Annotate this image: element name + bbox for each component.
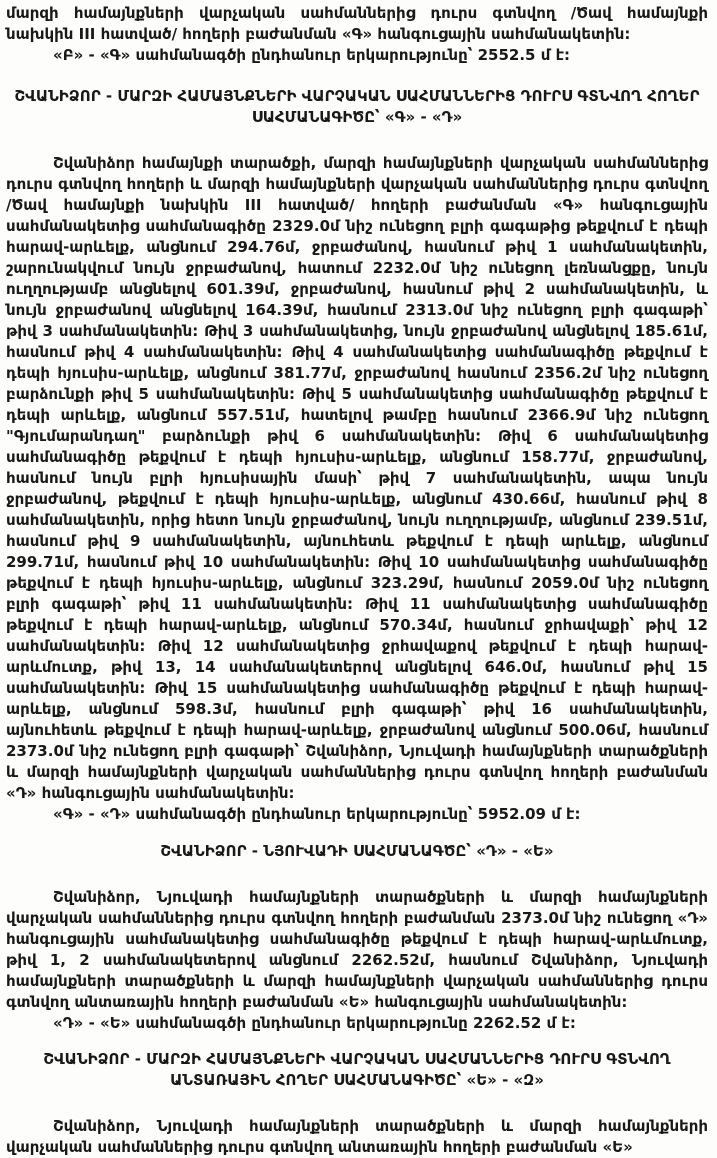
section-3-body: Շվանիձոր, Նյուվադի համայնքների տարածքների և մարզի համայնքների վարչական սահմաններից դուրս գտնվող անտառային հողերի բաժանման «Ե»: [6, 1117, 708, 1156]
section-3-heading: ՇՎԱՆԻՁՈՐ - ՄԱՐԶԻ ՀԱՄԱՅՆՔՆԵՐԻ ՎԱՐՉԱԿԱՆ ՍԱՀՄԱՆՆԵՐԻՑ ԴՈՒՐՍ ԳՏՆՎՈՂ ԱՆՏԱՌԱՅԻՆ ՀՈՂԵՐ ՍԱՀՄԱՆԱԳԻԾԸ՝ «Ե» - «Զ»: [43, 1050, 671, 1089]
section-1-heading: ՇՎԱՆԻՁՈՐ - ՄԱՐԶԻ ՀԱՄԱՅՆՔՆԵՐԻ ՎԱՐՉԱԿԱՆ ՍԱՀՄԱՆՆԵՐԻՑ ԴՈՒՐՍ ԳՏՆՎՈՂ ՀՈՂԵՐ ՍԱՀՄԱՆԱԳԻԾԸ՝ «Գ» - «Դ»: [14, 87, 700, 126]
intro-length-line: «Բ» - «Գ» սահմանագծի ընդհանուր երկարությունը՝ 2552.5 մ է:: [53, 46, 571, 64]
section-1-body: Շվանիձոր համայնքի տարածքի, մարզի համայնքների վարչական սահմաններից դուրս գտնվող հողերի և մարզի համայնքների վարչական սահմաններից դուրս գտնվող /Ծավ համայնքի նախկին III հատված/ հողերի բաժանման «Գ» հանգուցային սահմանակետից սահմանագիծը 2329.0մ նիշ ունեցող բլրի գագաթից թեքվում է դեպի հարավ-արևելք, անցնում 294.76մ, ջրբաժանով, հասնում թիվ 1 սահմանակետին, շարունակվում նույն ջրբաժանով, հատում 2232.0մ նիշ ունեցող լեռնանցքը, նույն ուղղությամբ անցնելով 601.39մ, ջրբաժանով, հասնում թիվ 2 սահմանակետին, և նույն ջրբաժանով անցնելով 164.39մ, հասնում 2313.0մ նիշ ունեցող բլրի գագաթի՝ թիվ 3 սահմանակետին: Թիվ 3 սահմանակետից, նույն ջրբաժանով անցնելով 185.61մ, հասնում թիվ 4 սահմանակետին: Թիվ 4 սահմանակետից սահմանագիծը թեքվում է դեպի հյուսիս-արևելք, անցնում 381.77մ, ջրբաժանով հասնում 2356.2մ նիշ ունեցող բարձունքի թիվ 5 սահմանակետին: Թիվ 5 սահմանակետից սահմանագիծը թեքվում է դեպի արևելք, անցնում 557.51մ, հատելով թամբը հասնում 2366.9մ նիշ ունեցող "Գյումարանդաղ" բարձունքի թիվ 6 սահմանակետին: Թիվ 6 սահմանակետից սահմանագիծը թեքվում է դեպի հյուսիս-արևելք, անցնում 158.77մ, ջրբաժանով, հասնում նույն բլրի հյուսիսային մասի՝ թիվ 7 սահմանակետին, ապա նույն ջրբաժանով, թեքվում է դեպի հյուսիս-արևելք, անցնում 430.66մ, հասնում թիվ 8 սահմանակետին, որից հետո նույն ջրբաժանով, նույն ուղղությամբ, անցնում 239.51մ, հասնում թիվ 9 սահմանակետին, այնուհետև թեքվում է դեպի արևելք, անցնում 299.71մ, հասնում թիվ 10 սահմանակետին: Թիվ 10 սահմանակետից սահմանագիծը թեքվում է դեպի հյուսիս-արևելք, անցնում 323.29մ, հասնում 2059.0մ նիշ ունեցող բլրի գագաթի՝ թիվ 11 սահմանակետին: Թիվ 11 սահմանակետից սահմանագիծը թեքվում է դեպի հարավ-արևելք, անցնում 570.34մ, հասնում ջրհավաքի՝ թիվ 12 սահմանակետին: Թիվ 12 սահմանակետից ջրհավաքով թեքվում է դեպի հարավ-արևմուտք, թիվ 13, 14 սահմանակետերով անցնելով 646.0մ, հասնում թիվ 15 սահմանակետին: Թիվ 15 սահմանակետից սահմանագիծը թեքվում է դեպի հարավ-արևելք, անցնում 598.3մ, հասնում բլրի գագաթի՝ թիվ 16 սահմանակետին, այնուհետև թեքվում է դեպի հարավ-արևելք, ջրբաժանով անցնում 500.06մ, հասնում 2373.0մ նիշ ունեցող բլրի գագաթի՝ Շվանիձոր, Նյուվադի համայնքների տարածքների և մարզի համայնքների վարչական սահմաններից դուրս գտնվող հողերի բաժանման «Դ» հանգուցային սահմանակետին:: [6, 154, 708, 802]
section-2-heading: ՇՎԱՆԻՁՈՐ - ՆՅՈՒՎԱԴԻ ՍԱՀՄԱՆԱԳԾԸ՝ «Դ» - «Ե»: [160, 842, 554, 860]
section-2-length-line: «Դ» - «Ե» սահմանագծի ընդհանուր երկարությունը 2262.52 մ է:: [53, 1014, 576, 1032]
section-1-length-line: «Գ» - «Դ» սահմանագծի ընդհանուր երկարությունը՝ 5952.09 մ է:: [53, 805, 581, 823]
section-2-body: Շվանիձոր, Նյուվադի համայնքների տարածքների և մարզի համայնքների վարչական սահմաններից դուրս գտնվող հողերի բաժանման 2373.0մ նիշ ունեցող «Դ» հանգուցային սահմանակետից սահմանագիծը թեքվում է դեպի հարավ-արևմուտք, թիվ 1, 2 սահմանակետերով անցնում 2262.52մ, հասնում Շվանիձոր, Նյուվադի համայնքների տարածքների և մարզի համայնքների վարչական սահմաններից դուրս գտնվող անտառային հողերի բաժանման «Ե» հանգուցային սահմանակետին:: [6, 888, 708, 1011]
intro-continuation-text: մարզի համայնքների վարչական սահմաններից դուրս գտնվող /Ծավ համայնքի նախկին III հատված/ հողերի բաժանման «Գ» հանգուցային սահմանակետին:: [6, 4, 708, 43]
